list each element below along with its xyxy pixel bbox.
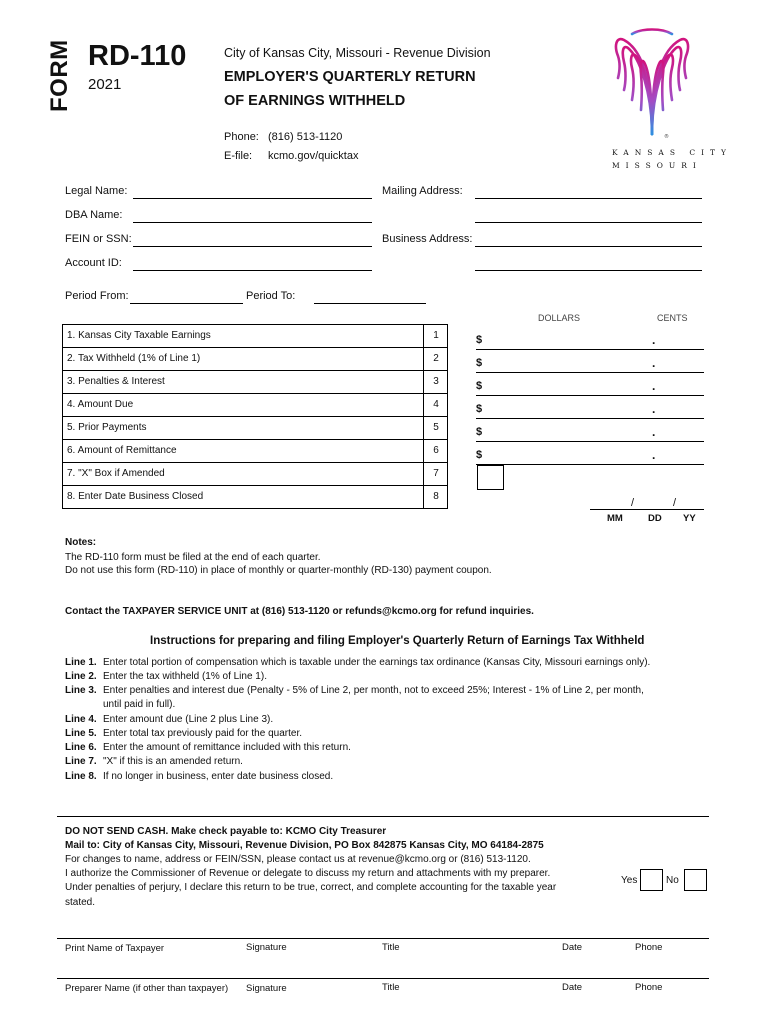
instruction-line (65, 699, 175, 710)
mailing-address-input-1[interactable] (475, 198, 702, 199)
instruction-text: If no longer in business, enter date business closed. (103, 771, 334, 782)
decimal-point: . (652, 448, 656, 462)
period-from-input[interactable] (130, 303, 243, 304)
line-4-description: 4. Amount Due (67, 399, 134, 410)
line-3-amount-input[interactable] (476, 376, 704, 396)
business-address-input-1[interactable] (475, 246, 702, 247)
instruction-text: Enter total portion of compensation which is taxable under the earnings tax ordinance (Kansas City, Missouri earnings only). (103, 657, 651, 668)
form-label: FORM (46, 39, 73, 112)
instruction-text: Enter amount due (Line 2 plus Line 3). (103, 714, 274, 725)
phone-label: Phone: (224, 131, 259, 143)
business-address-input-2[interactable] (475, 270, 702, 271)
table-row (62, 370, 448, 393)
dba-name-input[interactable] (133, 222, 372, 223)
footer-divider (57, 816, 709, 817)
decimal-point: . (652, 333, 656, 347)
form-number: RD-110 (88, 40, 187, 72)
table-row (62, 439, 448, 462)
phone-value: (816) 513-1120 (268, 131, 343, 143)
form-title-line2: OF EARNINGS WITHHELD (224, 93, 406, 109)
logo-text-missouri: MISSOURI (612, 161, 702, 170)
line-4-amount-input[interactable] (476, 399, 704, 419)
fein-ssn-input[interactable] (133, 246, 372, 247)
account-id-input[interactable] (133, 270, 372, 271)
signature-label: Signature (246, 942, 287, 953)
perjury-statement: Under penalties of perjury, I declare this return to be true, correct, and complete accounting for the taxable year (65, 882, 557, 893)
dollar-sign: $ (476, 426, 483, 438)
instructions-heading: Instructions for preparing and filing Employer's Quarterly Return of Earnings Tax Withheld (150, 635, 645, 647)
changes-contact: For changes to name, address or FEIN/SSN, please contact us at revenue@kcmo.org or (816) 513-1120. (65, 854, 531, 865)
taxpayer-signature-line[interactable] (57, 938, 709, 939)
period-to-input[interactable] (314, 303, 426, 304)
preparer-signature-line[interactable] (57, 978, 709, 979)
form-year: 2021 (88, 76, 122, 93)
instruction-line (65, 657, 650, 668)
cents-header: CENTS (657, 313, 688, 323)
no-label: No (666, 875, 679, 886)
instruction-text: Enter the amount of remittance included with this return. (103, 742, 351, 753)
table-row (62, 416, 448, 439)
phone-label: Phone (635, 942, 663, 953)
authorization-statement: I authorize the Commissioner of Revenue or delegate to discuss my return and attachments with my preparer. (65, 868, 551, 879)
instruction-text: Enter penalties and interest due (Penalty - 5% of Line 2, per month, not to exceed 25%; Interest - 1% of Line 2, per month, (103, 685, 644, 696)
line-1-description: 1. Kansas City Taxable Earnings (67, 330, 211, 341)
line-7-description: 7. "X" Box if Amended (67, 468, 165, 479)
decimal-point: . (652, 379, 656, 393)
legal-name-label: Legal Name: (65, 185, 128, 197)
instruction-label: Line 7. (65, 756, 97, 767)
agency-name: City of Kansas City, Missouri - Revenue Division (224, 46, 491, 60)
instruction-text: Enter total tax previously paid for the quarter. (103, 728, 302, 739)
business-address-label: Business Address: (382, 233, 473, 245)
line-1-number: 1 (423, 325, 448, 347)
line-6-description: 6. Amount of Remittance (67, 445, 177, 456)
signature-label: Signature (246, 983, 287, 994)
instruction-label: Line 5. (65, 728, 97, 739)
date-separator: / (673, 497, 677, 509)
dollar-sign: $ (476, 449, 483, 461)
instruction-label: Line 1. (65, 657, 97, 668)
dollars-header: DOLLARS (538, 313, 581, 323)
instruction-line (65, 742, 351, 753)
period-to-label: Period To: (246, 290, 296, 302)
line-5-amount-input[interactable] (476, 422, 704, 442)
line-2-amount-input[interactable] (476, 353, 704, 373)
kansas-city-fountain-logo-icon (612, 22, 692, 146)
no-cash-notice: DO NOT SEND CASH. Make check payable to: KCMO City Treasurer (65, 826, 387, 837)
title-label: Title (382, 942, 400, 953)
authorize-no-checkbox[interactable] (684, 869, 707, 891)
taxpayer-service-contact: Contact the TAXPAYER SERVICE UNIT at (816) 513-1120 or refunds@kcmo.org for refund inquiries. (65, 606, 534, 617)
instruction-text: until paid in full). (103, 699, 176, 710)
title-label: Title (382, 982, 400, 993)
table-row (62, 347, 448, 370)
line-3-number: 3 (423, 371, 448, 393)
date-label: Date (562, 942, 583, 953)
decimal-point: . (652, 402, 656, 416)
efile-label: E-file: (224, 150, 253, 162)
instruction-label: Line 6. (65, 742, 97, 753)
instruction-line (65, 728, 302, 739)
date-yy-label: YY (683, 513, 696, 524)
svg-text:®: ® (664, 134, 669, 140)
perjury-statement-cont: stated. (65, 897, 96, 908)
instruction-line (65, 685, 644, 696)
line-6-number: 6 (423, 440, 448, 462)
table-row (62, 393, 448, 416)
line-4-number: 4 (423, 394, 448, 416)
mail-to-address: Mail to: City of Kansas City, Missouri, Revenue Division, PO Box 842875 Kansas City, MO 64184-2875 (65, 840, 544, 851)
dollar-sign: $ (476, 334, 483, 346)
instruction-label: Line 2. (65, 671, 97, 682)
instruction-line (65, 714, 273, 725)
table-row (62, 485, 448, 509)
instruction-text: "X" if this is an amended return. (103, 756, 243, 767)
line-2-description: 2. Tax Withheld (1% of Line 1) (67, 353, 201, 364)
date-label: Date (562, 982, 583, 993)
mailing-address-input-2[interactable] (475, 222, 702, 223)
line-5-description: 5. Prior Payments (67, 422, 147, 433)
dba-name-label: DBA Name: (65, 209, 123, 221)
date-closed-input[interactable] (590, 509, 704, 510)
notes-line-2: Do not use this form (RD-110) in place of monthly or quarter-monthly (RD-130) payment coupon. (65, 565, 492, 576)
notes-line-1: The RD-110 form must be filed at the end of each quarter. (65, 552, 321, 563)
table-row (62, 324, 448, 347)
period-from-label: Period From: (65, 290, 129, 302)
preparer-name-label: Preparer Name (if other than taxpayer) (65, 983, 229, 994)
line-2-number: 2 (423, 348, 448, 370)
instruction-line (65, 771, 333, 782)
line-8-number: 8 (423, 486, 448, 508)
dollar-sign: $ (476, 357, 483, 369)
instruction-line (65, 671, 267, 682)
date-separator: / (631, 497, 635, 509)
instruction-text: Enter the tax withheld (1% of Line 1). (103, 671, 267, 682)
line-6-amount-input[interactable] (476, 445, 704, 465)
table-row (62, 462, 448, 485)
fein-ssn-label: FEIN or SSN: (65, 233, 132, 245)
date-mm-label: MM (607, 513, 623, 524)
logo-text-kansas-city: KANSAS CITY (612, 148, 733, 157)
mailing-address-label: Mailing Address: (382, 185, 463, 197)
notes-heading: Notes: (65, 537, 97, 548)
form-title-line1: EMPLOYER'S QUARTERLY RETURN (224, 69, 476, 85)
legal-name-input[interactable] (133, 198, 372, 199)
line-5-number: 5 (423, 417, 448, 439)
amended-checkbox[interactable] (477, 465, 504, 490)
print-name-label: Print Name of Taxpayer (65, 943, 165, 954)
instruction-label: Line 3. (65, 685, 97, 696)
yes-label: Yes (621, 875, 638, 886)
instruction-label: Line 4. (65, 714, 97, 725)
account-id-label: Account ID: (65, 257, 122, 269)
line-7-number: 7 (423, 463, 448, 485)
line-3-description: 3. Penalties & Interest (67, 376, 165, 387)
instruction-line (65, 756, 243, 767)
phone-label: Phone (635, 982, 663, 993)
dollar-sign: $ (476, 380, 483, 392)
date-dd-label: DD (648, 513, 662, 524)
instruction-label: Line 8. (65, 771, 97, 782)
dollar-sign: $ (476, 403, 483, 415)
authorize-yes-checkbox[interactable] (640, 869, 663, 891)
decimal-point: . (652, 425, 656, 439)
efile-value: kcmo.gov/quicktax (268, 150, 359, 162)
decimal-point: . (652, 356, 656, 370)
line-8-description: 8. Enter Date Business Closed (67, 491, 204, 502)
line-1-amount-input[interactable] (476, 330, 704, 350)
